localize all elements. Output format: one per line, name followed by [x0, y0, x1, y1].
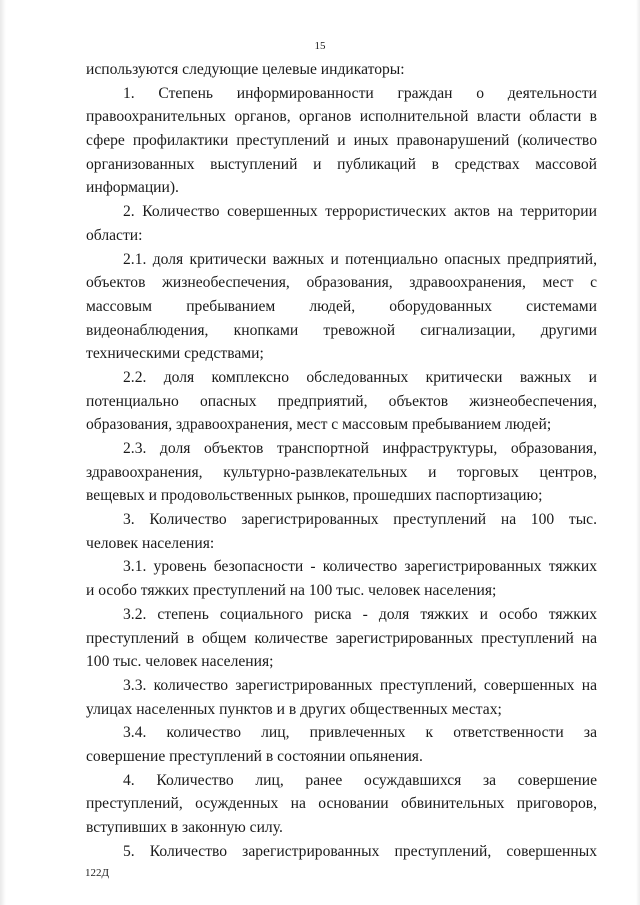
- text-line: 3.3. количество зарегистрированных преступлений, совершенных на: [123, 676, 597, 694]
- text-line: потенциально опасных предприятий, объектов жизнеобеспечения,: [86, 392, 597, 410]
- text-line: 2.3. доля объектов транспортной инфраструктуры, образования,: [123, 440, 597, 457]
- text-line: организованных выступлений и публикаций в средствах массовой: [86, 155, 597, 173]
- document-code: 122Д: [85, 867, 110, 879]
- text-line: 3. Количество зарегистрированных преступлений на 100 тыс.: [123, 511, 597, 529]
- text-line: здравоохранения, культурно-развлекательных и торговых центров,: [86, 463, 597, 481]
- text-line: видеонаблюдения, кнопками тревожной сигнализации, другими: [86, 321, 597, 339]
- text-line: совершение преступлений в состоянии опьянения.: [86, 747, 423, 765]
- text-line: преступлений, осужденных на основании обвинительных приговоров,: [86, 795, 597, 813]
- text-line: образования, здравоохранения, мест с массовым пребыванием людей;: [86, 416, 552, 434]
- text-line: 4. Количество лиц, ранее осуждавшихся за совершение: [123, 771, 597, 789]
- text-line: 5. Количество зарегистрированных преступлений, совершенных: [123, 842, 597, 860]
- text-line: вещевых и продовольственных рынков, прошедших паспортизацию;: [86, 487, 543, 505]
- scan-edge-left: [0, 0, 6, 905]
- text-line: техническими средствами;: [86, 345, 264, 363]
- text-line: и особо тяжких преступлений на 100 тыс. человек населения;: [86, 582, 497, 600]
- text-line: человек населения:: [86, 534, 215, 552]
- text-line: 3.2. степень социального риска - доля тяжких и особо тяжких: [123, 605, 597, 623]
- text-line: используются следующие целевые индикаторы:: [86, 61, 405, 78]
- body-text: [86, 58, 597, 863]
- scan-edge-right: [636, 0, 640, 905]
- text-line: объектов жизнеобеспечения, образования, здравоохранения, мест с: [86, 274, 597, 292]
- text-line: 2.2. доля комплексно обследованных критически важных и: [123, 368, 597, 386]
- text-line: области:: [86, 226, 143, 244]
- text-line: массовым пребыванием людей, оборудованных системами: [86, 297, 597, 315]
- text-line: 100 тыс. человек населения;: [86, 653, 274, 671]
- text-line: преступлений в общем количестве зарегистрированных преступлений на: [86, 629, 597, 647]
- text-line: 2.1. доля критически важных и потенциально опасных предприятий,: [123, 250, 597, 268]
- text-line: 3.4. количество лиц, привлеченных к ответственности за: [123, 724, 597, 742]
- text-line: 1. Степень информированности граждан о деятельности: [123, 84, 597, 102]
- text-line: вступивших в законную силу.: [86, 819, 283, 836]
- text-line: информации).: [86, 179, 179, 197]
- text-line: сфере профилактики преступлений и иных правонарушений (количество: [86, 132, 597, 150]
- text-line: 2. Количество совершенных террористических актов на территории: [123, 203, 597, 221]
- text-line: улицах населенных пунктов и в других общественных местах;: [86, 700, 502, 718]
- page-number: 15: [314, 40, 326, 52]
- text-line: правоохранительных органов, органов исполнительной власти области в: [86, 108, 597, 126]
- text-line: 3.1. уровень безопасности - количество зарегистрированных тяжких: [123, 558, 597, 576]
